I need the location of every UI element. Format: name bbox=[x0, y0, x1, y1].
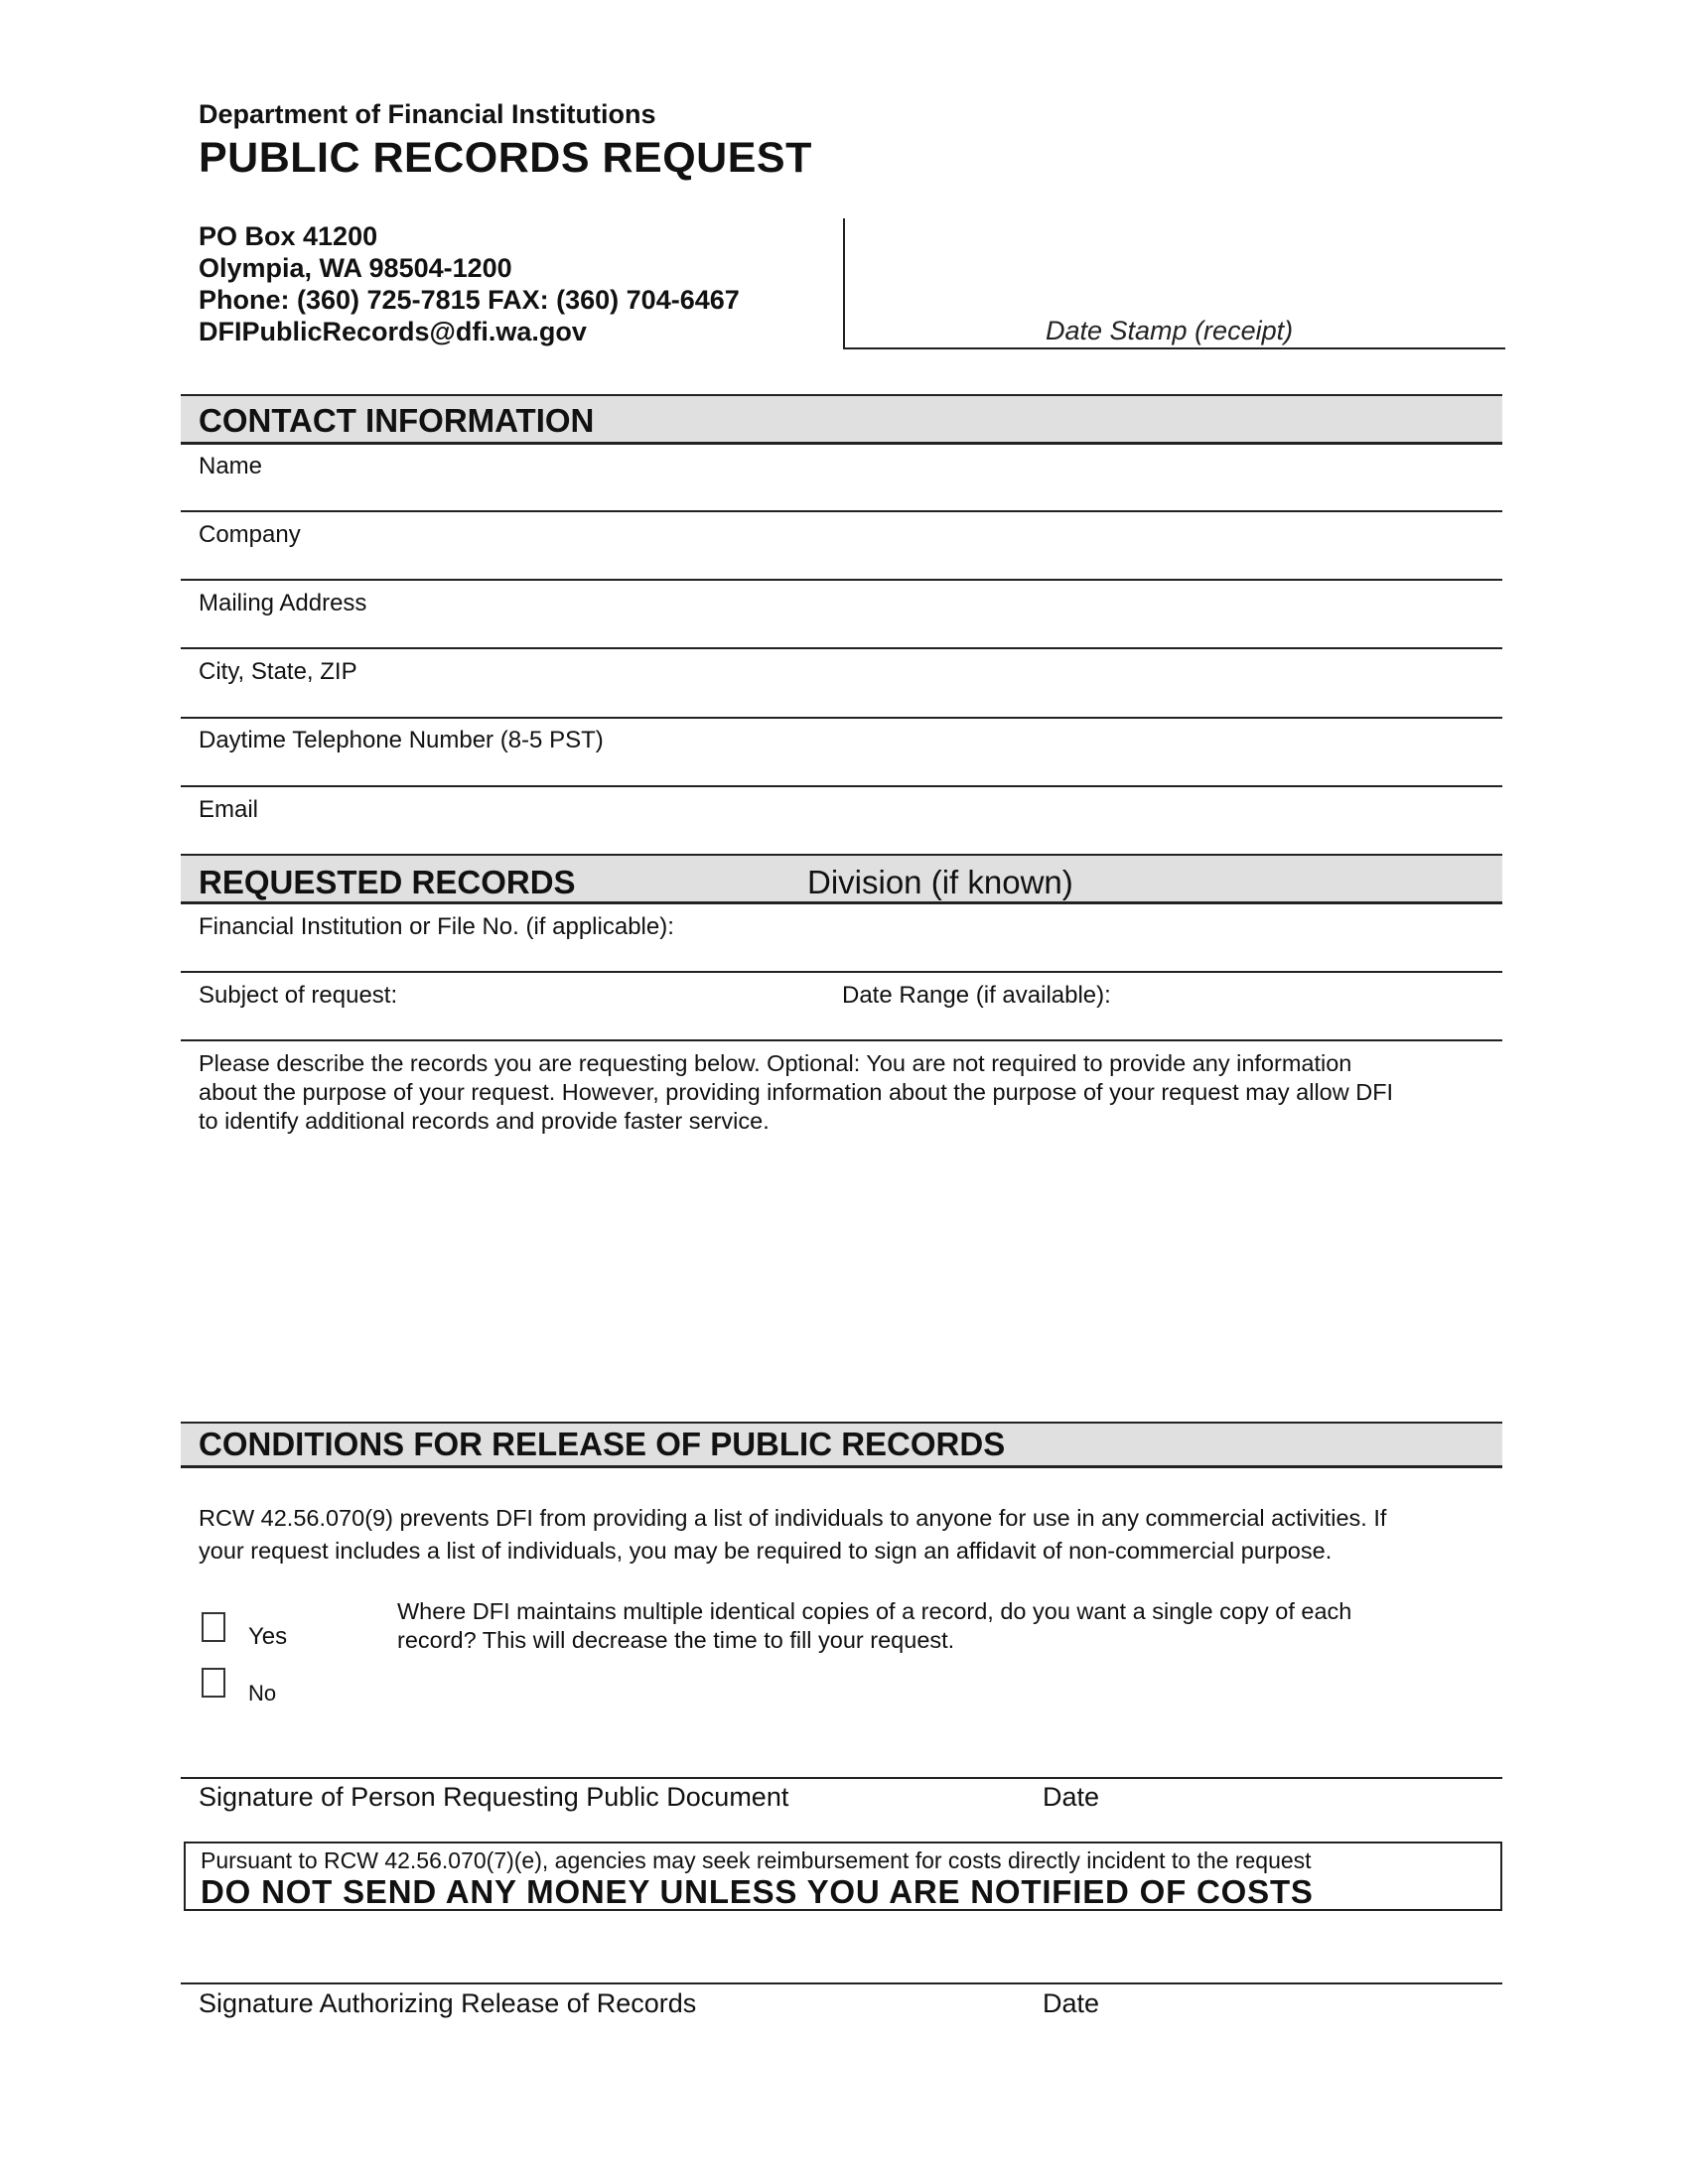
copies-question-line-1: Where DFI maintains multiple identical copies of a record, do you want a single copy of each bbox=[397, 1598, 1352, 1624]
authorizing-signature-line[interactable] bbox=[181, 1982, 1502, 1984]
address-city: Olympia, WA 98504-1200 bbox=[199, 253, 512, 283]
copies-question-line-2: record? This will decrease the time to fill your request. bbox=[397, 1627, 955, 1653]
contact-email[interactable]: DFIPublicRecords@dfi.wa.gov bbox=[199, 317, 587, 346]
rcw-line-2: your request includes a list of individuals, you may be required to sign an affidavit of non-commercial purpose. bbox=[199, 1538, 1333, 1564]
authorizing-signature-label: Signature Authorizing Release of Records bbox=[199, 1988, 697, 2018]
yes-label: Yes bbox=[248, 1623, 288, 1650]
city-state-zip-label: City, State, ZIP bbox=[199, 658, 357, 685]
division-label: Division (if known) bbox=[807, 864, 1073, 900]
description-line-3: to identify additional records and provide faster service. bbox=[199, 1108, 770, 1134]
company-label: Company bbox=[199, 521, 301, 548]
description-instructions bbox=[199, 1049, 1489, 1136]
subject-label: Subject of request: bbox=[199, 982, 398, 1009]
department-name: Department of Financial Institutions bbox=[199, 99, 656, 129]
rcw-notice bbox=[199, 1502, 1489, 1568]
institution-field-line[interactable] bbox=[181, 971, 1502, 973]
telephone-label: Daytime Telephone Number (8-5 PST) bbox=[199, 727, 604, 753]
description-line-1: Please describe the records you are requesting below. Optional: You are not required to provide any information bbox=[199, 1050, 1352, 1076]
address-po-box: PO Box 41200 bbox=[199, 221, 378, 251]
do-not-send-money-warning: DO NOT SEND ANY MONEY UNLESS YOU ARE NOTIFIED OF COSTS bbox=[201, 1873, 1314, 1910]
contact-section-title: CONTACT INFORMATION bbox=[199, 402, 595, 439]
email-label: Email bbox=[199, 796, 259, 823]
name-label: Name bbox=[199, 453, 263, 479]
description-line-2: about the purpose of your request. However, providing information about the purpose of your request may allow DFI bbox=[199, 1079, 1394, 1105]
mailing-address-label: Mailing Address bbox=[199, 590, 367, 616]
requester-signature-line[interactable] bbox=[181, 1777, 1502, 1779]
no-label: No bbox=[248, 1681, 277, 1706]
city-state-zip-field-line[interactable] bbox=[181, 717, 1502, 719]
copies-question bbox=[397, 1597, 1489, 1655]
requester-date-label: Date bbox=[1043, 1782, 1100, 1812]
authorizing-date-label: Date bbox=[1043, 1988, 1100, 2018]
form-title: PUBLIC RECORDS REQUEST bbox=[199, 134, 812, 182]
date-range-label: Date Range (if available): bbox=[842, 982, 1111, 1009]
phone-fax: Phone: (360) 725-7815 FAX: (360) 704-6467 bbox=[199, 285, 740, 315]
telephone-field-line[interactable] bbox=[181, 785, 1502, 787]
reimbursement-notice: Pursuant to RCW 42.56.070(7)(e), agencies may seek reimbursement for costs directly incident to the request bbox=[201, 1847, 1312, 1873]
mailing-address-field-line[interactable] bbox=[181, 647, 1502, 649]
date-stamp-divider bbox=[843, 218, 845, 348]
date-stamp-line bbox=[843, 347, 1505, 349]
subject-field-line[interactable] bbox=[181, 1039, 1502, 1041]
requested-section-title: REQUESTED RECORDS bbox=[199, 864, 576, 900]
date-stamp-label: Date Stamp (receipt) bbox=[1046, 316, 1294, 345]
rcw-line-1: RCW 42.56.070(9) prevents DFI from providing a list of individuals to anyone for use in any commercial activities. If bbox=[199, 1505, 1387, 1531]
yes-checkbox[interactable] bbox=[202, 1612, 225, 1642]
cost-notice-box bbox=[184, 1842, 1502, 1911]
no-checkbox[interactable] bbox=[202, 1668, 225, 1698]
institution-label: Financial Institution or File No. (if applicable): bbox=[199, 913, 674, 940]
conditions-section-title: CONDITIONS FOR RELEASE OF PUBLIC RECORDS bbox=[199, 1426, 1006, 1462]
requester-signature-label: Signature of Person Requesting Public Document bbox=[199, 1782, 789, 1812]
name-field-line[interactable] bbox=[181, 510, 1502, 512]
company-field-line[interactable] bbox=[181, 579, 1502, 581]
